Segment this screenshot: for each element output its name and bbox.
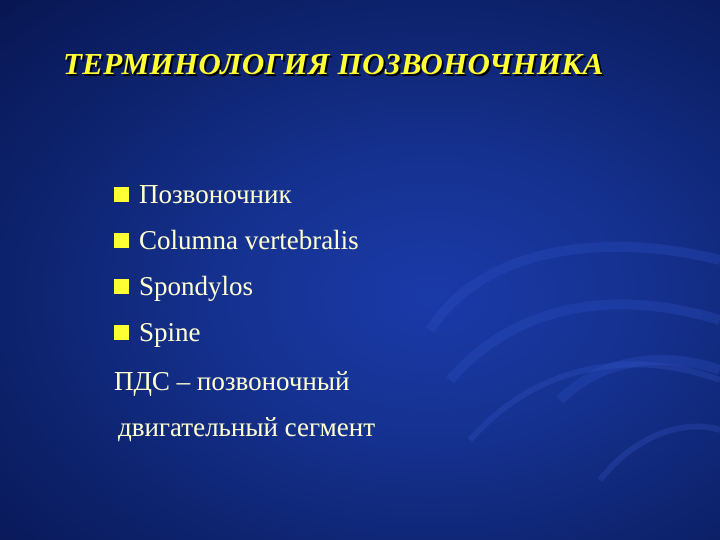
slide-title: ТЕРМИНОЛОГИЯ ПОЗВОНОЧНИКА	[63, 46, 604, 81]
bullet-text: Spine	[139, 317, 201, 347]
bullet-text: Позвоночник	[139, 179, 292, 209]
list-item	[114, 266, 359, 312]
bullet-list	[114, 174, 359, 358]
square-bullet-icon	[114, 187, 129, 202]
list-item	[114, 312, 359, 358]
pds-definition-line-1: ПДС – позвоночный	[114, 366, 350, 396]
square-bullet-icon	[114, 233, 129, 248]
list-item	[114, 220, 359, 266]
bullet-text: Spondylos	[139, 271, 254, 301]
square-bullet-icon	[114, 325, 129, 340]
pds-definition	[114, 358, 375, 450]
pds-definition-line-2: двигательный сегмент	[118, 412, 375, 442]
bullet-text: Columna vertebralis	[139, 225, 359, 255]
square-bullet-icon	[114, 279, 129, 294]
list-item	[114, 174, 359, 220]
